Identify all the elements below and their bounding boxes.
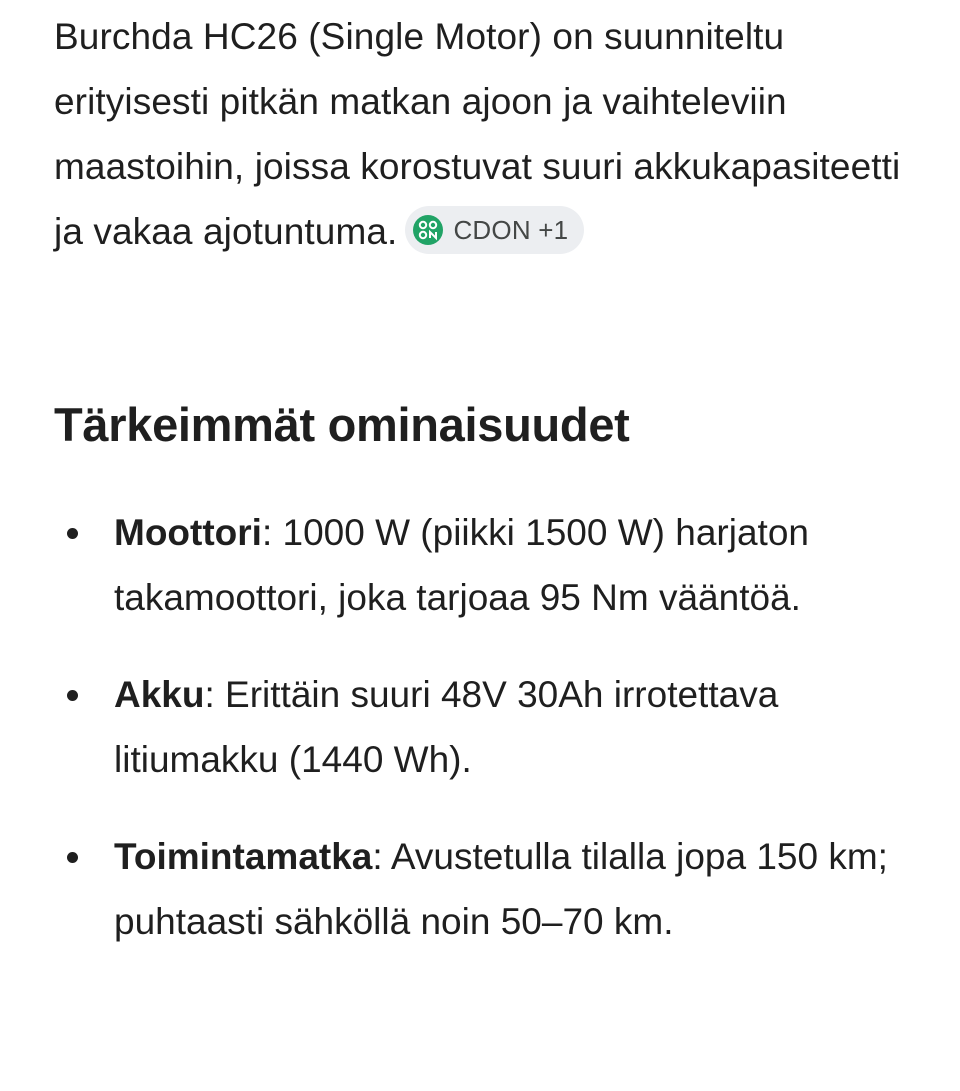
feature-title: Moottori [114,512,262,553]
section-heading: Tärkeimmät ominaisuudet [54,398,630,451]
feature-separator: : [261,512,283,553]
feature-text: 1000 W (piikki 1500 W) harjaton takamoottori, joka tarjoaa 95 Nm vääntöä. [114,512,809,618]
response-content [54,4,924,942]
cdon-logo-glyph [417,219,439,241]
intro-paragraph [54,4,924,264]
feature-separator: : [204,674,226,715]
feature-title: Toimintamatka [114,836,373,877]
feature-separator: : [372,836,391,877]
bullet-icon [67,528,78,539]
source-chip-label: CDON +1 [453,214,569,245]
feature-title: Akku [114,674,205,715]
source-chip[interactable] [405,206,584,254]
list-item [54,824,924,954]
list-item [54,500,924,630]
feature-text: Erittäin suuri 48V 30Ah irrotettava litiumakku (1440 Wh). [114,674,779,780]
feature-text: Avustetulla tilalla jopa 150 km; puhtaasti sähköllä noin 50–70 km. [114,836,888,942]
features-list [54,500,924,986]
intro-text: Burchda HC26 (Single Motor) on suunniteltu erityisesti pitkän matkan ajoon ja vaihteleviin maastoihin, joissa korostuvat suuri akkukapasiteetti ja vakaa ajotuntuma. [54,16,901,252]
list-item [54,662,924,792]
bullet-icon [67,852,78,863]
bullet-icon [67,690,78,701]
cdon-logo-icon [413,215,443,245]
